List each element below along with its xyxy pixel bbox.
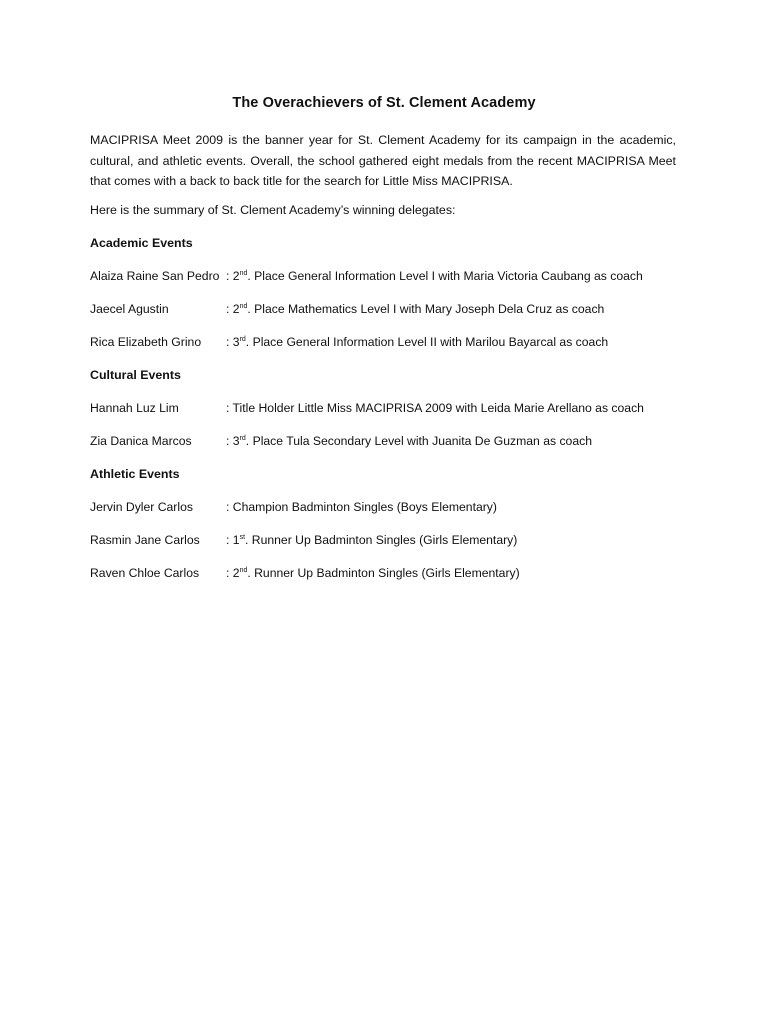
delegate-award: [226, 335, 608, 349]
award-ordinal-suffix: nd: [239, 270, 248, 277]
award-prefix: : Title Holder Little Miss MACIPRISA 2009 with Leida Marie Arellano as coach: [226, 401, 644, 415]
delegate-name: Jaecel Agustin: [90, 302, 169, 316]
intro-paragraph: [90, 130, 676, 192]
delegate-name: Jervin Dyler Carlos: [90, 500, 193, 514]
delegate-name: Raven Chloe Carlos: [90, 566, 200, 580]
section-heading-academic: Academic Events: [90, 236, 193, 250]
delegate-award: [226, 566, 520, 580]
award-text: . Place Tula Secondary Level with Juanita De Guzman as coach: [245, 434, 592, 448]
award-text: . Runner Up Badminton Singles (Girls Elementary): [247, 566, 520, 580]
delegate-name: Rica Elizabeth Grino: [90, 335, 202, 349]
delegate-name: Zia Danica Marcos: [90, 434, 192, 448]
award-ordinal-suffix: nd: [239, 303, 248, 310]
award-prefix: : 2: [226, 302, 240, 316]
award-text: . Place General Information Level II with Marilou Bayarcal as coach: [245, 335, 609, 349]
intro-line: that comes with a back to back title for the search for Little Miss MACIPRISA.: [90, 174, 513, 188]
delegate-award: [226, 500, 497, 514]
award-prefix: : 3: [226, 335, 240, 349]
delegate-award: [226, 269, 643, 283]
award-prefix: : 2: [226, 566, 240, 580]
section-heading-athletic: Athletic Events: [90, 467, 180, 481]
award-text: . Place Mathematics Level I with Mary Joseph Dela Cruz as coach: [247, 302, 605, 316]
award-ordinal-suffix: rd: [239, 435, 246, 442]
award-prefix: : 3: [226, 434, 240, 448]
award-text: . Runner Up Badminton Singles (Girls Elementary): [245, 533, 518, 547]
award-ordinal-suffix: nd: [239, 567, 248, 574]
award-prefix: : 1: [226, 533, 240, 547]
section-heading-cultural: Cultural Events: [90, 368, 181, 382]
delegate-award: [226, 401, 644, 415]
intro-line: MACIPRISA Meet 2009 is the banner year for St. Clement Academy for its campaign in the academic,: [90, 133, 676, 147]
delegate-award: [226, 533, 517, 547]
award-text: . Place General Information Level I with Maria Victoria Caubang as coach: [247, 269, 643, 283]
delegate-award: [226, 434, 592, 448]
delegate-name: Alaiza Raine San Pedro: [90, 269, 220, 283]
delegate-name: Rasmin Jane Carlos: [90, 533, 200, 547]
award-prefix: : Champion Badminton Singles (Boys Elementary): [226, 500, 497, 514]
intro-line: cultural, and athletic events. Overall, the school gathered eight medals from the recent MACIPRISA Meet: [90, 153, 676, 168]
award-ordinal-suffix: st: [239, 534, 246, 541]
delegate-award: [226, 302, 604, 316]
summary-line: Here is the summary of St. Clement Academy’s winning delegates:: [90, 203, 456, 217]
award-prefix: : 2: [226, 269, 240, 283]
delegate-name: Hannah Luz Lim: [90, 401, 179, 415]
award-ordinal-suffix: rd: [239, 336, 246, 343]
document-title: The Overachievers of St. Clement Academy: [232, 95, 536, 111]
